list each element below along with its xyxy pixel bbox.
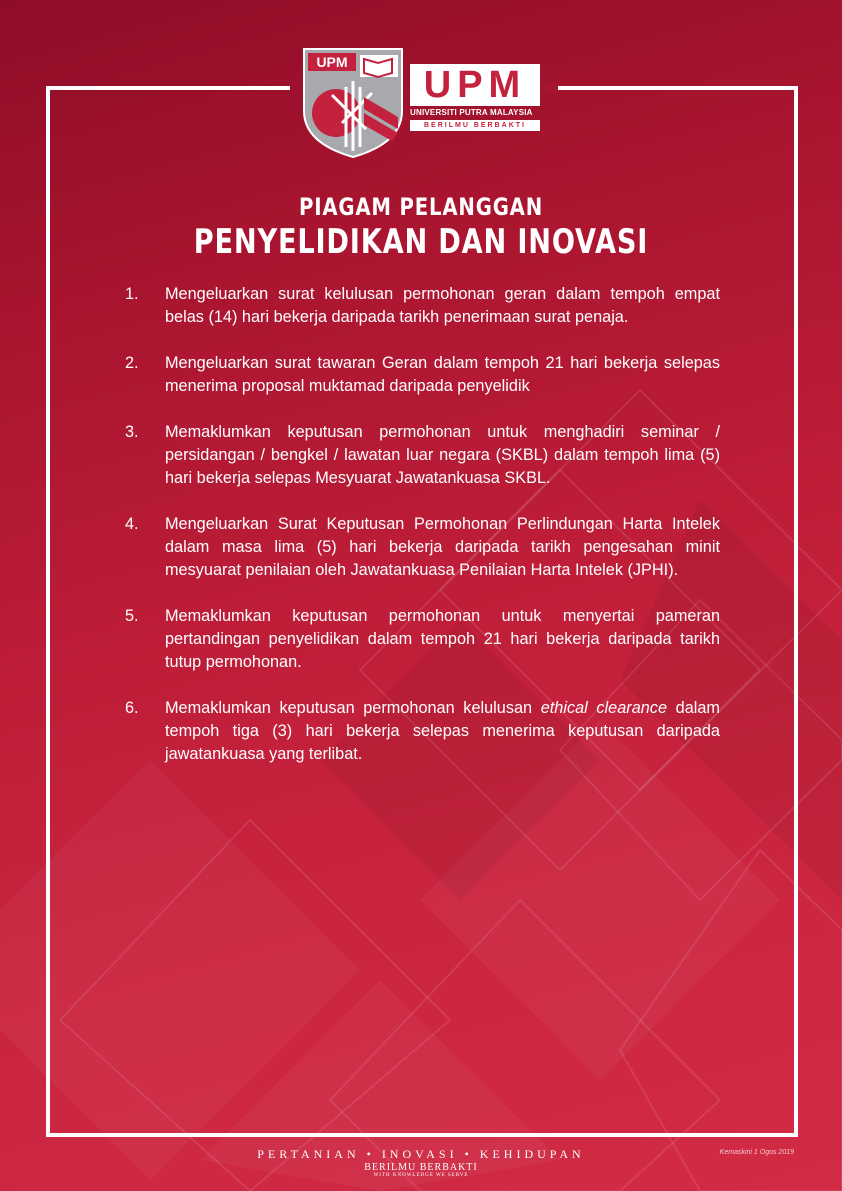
- item-text-italic: ethical clearance: [540, 699, 668, 717]
- item-number: 2.: [125, 354, 139, 372]
- title-line-1: PIAGAM PELANGGAN: [298, 193, 544, 221]
- logo-motto: BERILMU BERBAKTI: [410, 120, 540, 131]
- svg-text:UPM: UPM: [316, 54, 348, 70]
- item-number: 5.: [125, 607, 139, 625]
- item-text: Memaklumkan keputusan permohonan untuk menghadiri seminar / persidangan / bengkel / lawatan luar negara (SKBL) dalam tempoh lima (5) hari bekerja selepas Mesyuarat Jawatankuasa SKBL.: [165, 423, 720, 487]
- list-item: [125, 283, 720, 329]
- item-text-after: dalam tempoh tiga (3) hari bekerja selepas menerima keputusan daripada jawatankuasa yang terlibat.: [165, 699, 720, 763]
- item-number: 1.: [125, 285, 139, 303]
- footer-motto: BERILMU BERBAKTI: [364, 1162, 478, 1173]
- list-item: [125, 513, 720, 582]
- charter-list: [125, 283, 720, 766]
- item-number: 4.: [125, 515, 139, 533]
- item-text: [165, 697, 720, 766]
- list-item: [125, 421, 720, 490]
- upm-shield-icon: [302, 47, 404, 159]
- item-text-before: Memaklumkan keputusan permohonan kelulusan: [165, 699, 541, 717]
- footer-motto-english: WITH KNOWLEDGE WE SERVE: [373, 1173, 469, 1178]
- footer-slogan: PERTANIAN • INOVASI • KEHIDUPAN: [257, 1147, 585, 1161]
- item-number: 3.: [125, 423, 139, 441]
- item-text: Mengeluarkan surat kelulusan permohonan geran dalam tempoh empat belas (14) hari bekerja daripada tarikh penerimaan surat penaja.: [165, 285, 720, 326]
- list-item: [125, 697, 720, 766]
- list-item: [125, 605, 720, 674]
- university-name: UNIVERSITI PUTRA MALAYSIA: [410, 108, 533, 117]
- upm-wordmark: UPM: [410, 64, 540, 106]
- item-text: Mengeluarkan surat tawaran Geran dalam tempoh 21 hari bekerja selepas menerima proposal muktamad daripada penyelidik: [165, 354, 720, 395]
- item-text: Memaklumkan keputusan permohonan untuk menyertai pameran pertandingan penyelidikan dalam tempoh 21 hari bekerja daripada tarikh tutup permohonan.: [165, 607, 720, 671]
- list-item: [125, 352, 720, 398]
- page-title: PENYELIDIKAN DAN INOVASI: [193, 222, 649, 262]
- item-text: Mengeluarkan Surat Keputusan Permohonan Perlindungan Harta Intelek dalam masa lima (5) hari bekerja daripada tarikh pengesahan minit mesyuarat penilaian oleh Jawatankuasa Penilaian Harta Intelek (JPHI).: [165, 515, 720, 579]
- updated-date: Kemaskini 1 Ogos 2019: [719, 1149, 794, 1156]
- item-number: 6.: [125, 699, 139, 717]
